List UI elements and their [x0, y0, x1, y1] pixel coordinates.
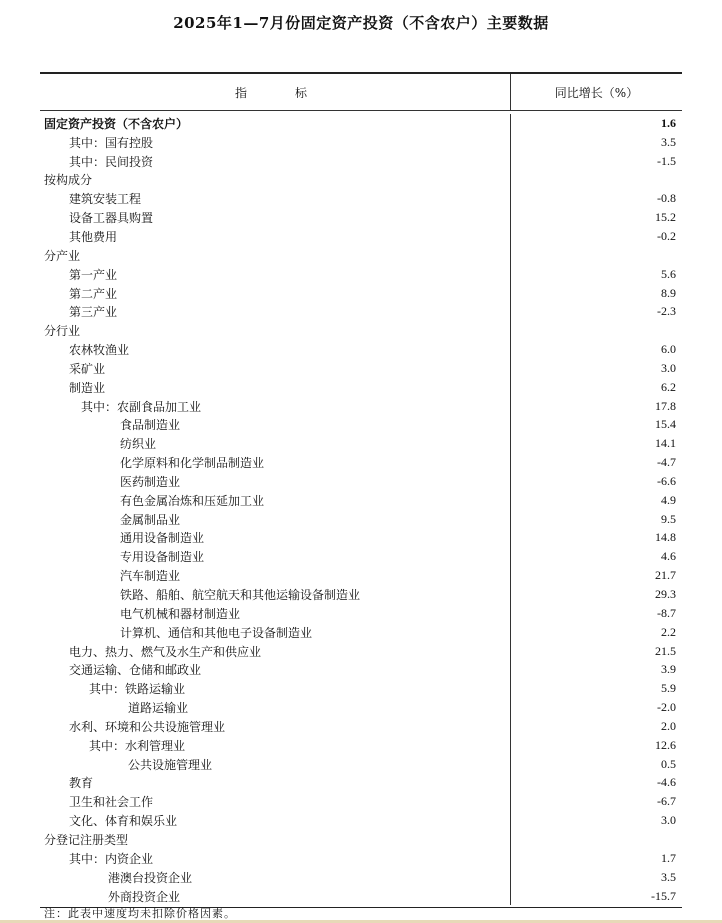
- row-value: -0.2: [510, 227, 682, 246]
- row-label: 有色金属冶炼和压延加工业: [120, 493, 265, 508]
- row-value: [510, 830, 682, 849]
- table-row: [40, 868, 682, 887]
- table-row: [40, 755, 682, 774]
- table-row: [40, 189, 682, 208]
- row-label: 电气机械和器材制造业: [120, 606, 241, 621]
- header-growth: 同比增长（%）: [510, 74, 682, 110]
- row-value: -4.7: [510, 453, 682, 472]
- row-value: 3.0: [510, 811, 682, 830]
- row-label: 交通运输、仓储和邮政业: [69, 663, 202, 678]
- row-label: 制造业: [69, 380, 106, 395]
- row-label: 其中：农副食品加工业: [81, 399, 202, 414]
- row-value: -6.7: [510, 792, 682, 811]
- row-value: -4.6: [510, 774, 682, 793]
- row-label: 分产业: [44, 248, 81, 263]
- row-label: 医药制造业: [120, 474, 181, 489]
- table-row: [40, 547, 682, 566]
- table-row: [40, 566, 682, 585]
- row-label: 通用设备制造业: [120, 531, 205, 546]
- row-value: 8.9: [510, 284, 682, 303]
- table-row: [40, 811, 682, 830]
- row-label: 按构成分: [44, 173, 93, 188]
- table-row: [40, 340, 682, 359]
- table-row: [40, 152, 682, 171]
- table-row: [40, 114, 682, 133]
- table-row: [40, 849, 682, 868]
- row-value: -2.3: [510, 302, 682, 321]
- row-value: 1.7: [510, 849, 682, 868]
- table-row: [40, 246, 682, 265]
- table-row: [40, 171, 682, 190]
- footnote: 注：此表中速度均未扣除价格因素。: [44, 907, 236, 920]
- row-value: 4.6: [510, 547, 682, 566]
- row-value: 17.8: [510, 397, 682, 416]
- row-label: 教育: [69, 776, 94, 791]
- table-row: [40, 679, 682, 698]
- row-label: 电力、热力、燃气及水生产和供应业: [69, 644, 262, 659]
- table-row: [40, 378, 682, 397]
- table-row: [40, 529, 682, 548]
- row-label: 港澳台投资企业: [108, 870, 193, 885]
- row-value: [510, 321, 682, 340]
- table-row: [40, 472, 682, 491]
- table-row: [40, 359, 682, 378]
- table-row: [40, 660, 682, 679]
- row-value: [510, 171, 682, 190]
- row-label: 分行业: [44, 324, 81, 339]
- table-row: [40, 227, 682, 246]
- row-label: 计算机、通信和其他电子设备制造业: [120, 625, 313, 640]
- table-row: [40, 774, 682, 793]
- row-label: 分登记注册类型: [44, 832, 129, 847]
- row-label: 设备工器具购置: [69, 211, 154, 226]
- table-row: [40, 434, 682, 453]
- row-value: 4.9: [510, 491, 682, 510]
- row-label: 公共设施管理业: [128, 757, 213, 772]
- row-label: 汽车制造业: [120, 569, 181, 584]
- row-value: 3.5: [510, 133, 682, 152]
- row-value: 2.0: [510, 717, 682, 736]
- row-label: 建筑安装工程: [69, 192, 142, 207]
- row-label: 化学原料和化学制品制造业: [120, 456, 265, 471]
- table-header: [40, 74, 682, 111]
- row-label: 纺织业: [120, 437, 157, 452]
- row-label: 卫生和社会工作: [69, 795, 154, 810]
- table-row: [40, 133, 682, 152]
- table-row: [40, 642, 682, 661]
- row-label: 第二产业: [69, 286, 118, 301]
- row-label: 水利、环境和公共设施管理业: [69, 719, 226, 734]
- table-row: [40, 623, 682, 642]
- table-row: [40, 284, 682, 303]
- row-label: 第一产业: [69, 267, 118, 282]
- row-value: 5.9: [510, 679, 682, 698]
- row-label: 外商投资企业: [108, 889, 181, 904]
- row-value: -0.8: [510, 189, 682, 208]
- row-label: 食品制造业: [120, 418, 181, 433]
- row-label: 其中：水利管理业: [89, 738, 186, 753]
- table-row: [40, 585, 682, 604]
- row-value: 9.5: [510, 510, 682, 529]
- row-value: 21.5: [510, 642, 682, 661]
- table-row: [40, 491, 682, 510]
- table-row: [40, 321, 682, 340]
- table-row: [40, 302, 682, 321]
- row-label: 金属制品业: [120, 512, 181, 527]
- row-value: 3.5: [510, 868, 682, 887]
- row-label: 其中：民间投资: [69, 154, 154, 169]
- row-value: 15.2: [510, 208, 682, 227]
- table-row: [40, 887, 682, 906]
- row-value: 14.1: [510, 434, 682, 453]
- row-label: 其中：内资企业: [69, 851, 154, 866]
- row-label: 铁路、船舶、航空航天和其他运输设备制造业: [120, 588, 361, 603]
- row-label: 文化、体育和娱乐业: [69, 814, 178, 829]
- row-value: -1.5: [510, 152, 682, 171]
- row-value: 12.6: [510, 736, 682, 755]
- row-label: 道路运输业: [128, 701, 189, 716]
- row-label: 其中：国有控股: [69, 135, 154, 150]
- table-row: [40, 265, 682, 284]
- row-label: 第三产业: [69, 305, 118, 320]
- row-value: 1.6: [510, 114, 682, 133]
- row-value: -2.0: [510, 698, 682, 717]
- table-row: [40, 416, 682, 435]
- table-row: [40, 830, 682, 849]
- table-row: [40, 208, 682, 227]
- table-row: [40, 717, 682, 736]
- row-label: 固定资产投资（不含农户）: [44, 116, 189, 131]
- row-value: -8.7: [510, 604, 682, 623]
- table-body: [40, 111, 682, 907]
- table-row: [40, 453, 682, 472]
- row-value: 3.0: [510, 359, 682, 378]
- row-value: 29.3: [510, 585, 682, 604]
- page-title: 2025年1—7月份固定资产投资（不含农户）主要数据: [173, 14, 549, 32]
- row-value: 3.9: [510, 660, 682, 679]
- row-value: -6.6: [510, 472, 682, 491]
- row-value: 2.2: [510, 623, 682, 642]
- row-value: 0.5: [510, 755, 682, 774]
- row-label: 采矿业: [69, 361, 106, 376]
- table-row: [40, 510, 682, 529]
- row-label: 农林牧渔业: [69, 343, 130, 358]
- table-row: [40, 736, 682, 755]
- row-value: -15.7: [510, 887, 682, 906]
- table-row: [40, 604, 682, 623]
- table-row: [40, 397, 682, 416]
- table-row: [40, 792, 682, 811]
- row-value: 6.2: [510, 378, 682, 397]
- row-label: 其他费用: [69, 229, 118, 244]
- row-label: 专用设备制造业: [120, 550, 205, 565]
- row-value: 5.6: [510, 265, 682, 284]
- row-value: [510, 246, 682, 265]
- row-label: 其中：铁路运输业: [89, 682, 186, 697]
- header-indicator: 指 标: [234, 85, 315, 100]
- row-value: 21.7: [510, 566, 682, 585]
- data-table: [40, 72, 682, 908]
- row-value: 15.4: [510, 416, 682, 435]
- table-row: [40, 698, 682, 717]
- row-value: 6.0: [510, 340, 682, 359]
- row-value: 14.8: [510, 529, 682, 548]
